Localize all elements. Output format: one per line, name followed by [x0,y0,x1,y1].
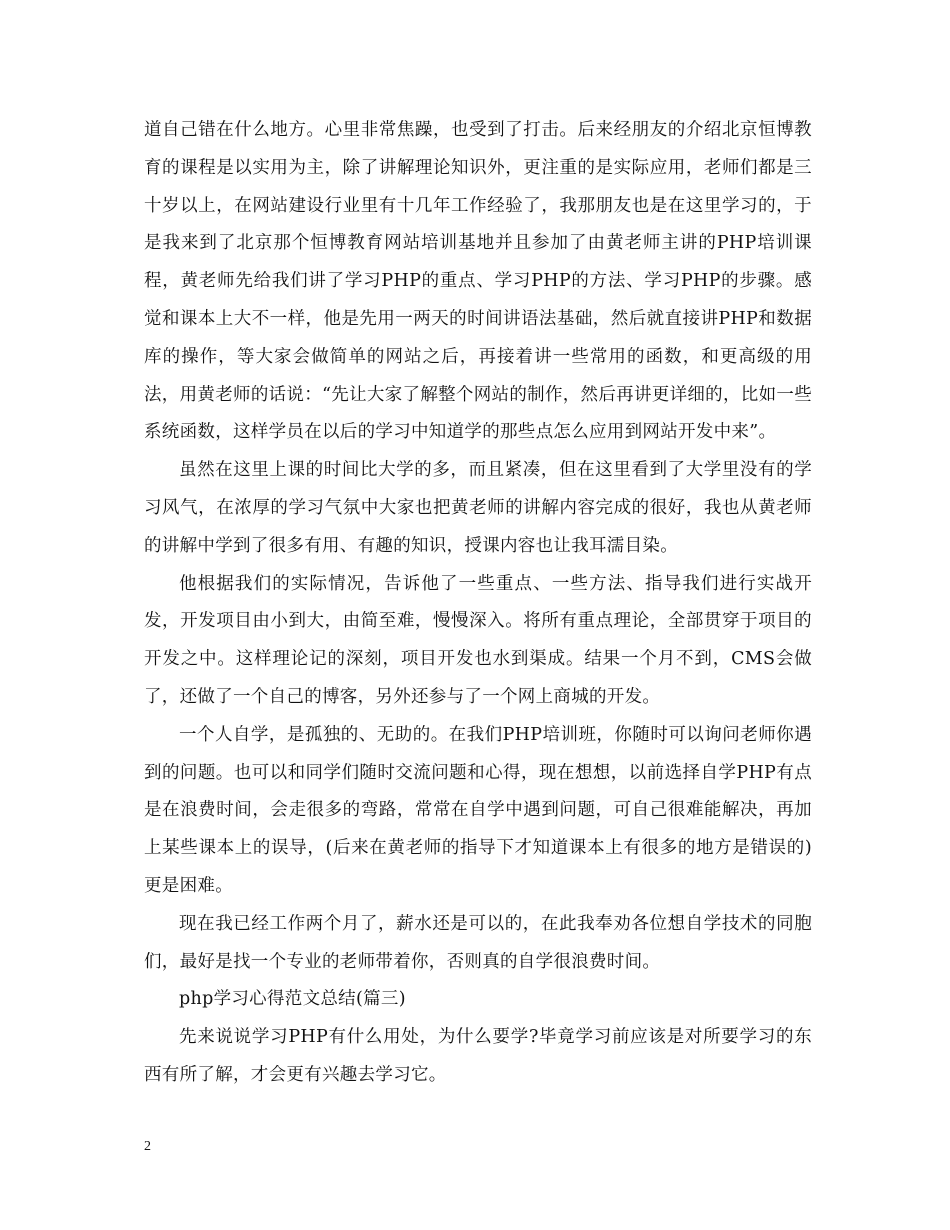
page-number: 2 [144,1139,151,1154]
paragraph-2: 虽然在这里上课的时间比大学的多，而且紧凑，但在这里看到了大学里没有的学习风气，在浓厚的学习气氛中大家也把黄老师的讲解内容完成的很好，我也从黄老师的讲解中学到了很多有用、有趣的知识，授课内容也让我耳濡目染。 [144,460,812,556]
paragraph-3: 他根据我们的实际情况，告诉他了一些重点、一些方法、指导我们进行实战开发，开发项目由小到大，由简至难，慢慢深入。将所有重点理论，全部贯穿于项目的开发之中。这样理论记的深刻，项目开发也水到渠成。结果一个月不到，CMS会做了，还做了一个自己的博客，另外还参与了一个网上商城的开发。 [144,573,812,707]
paragraph-6: 先来说说学习PHP有什么用处，为什么要学?毕竟学习前应该是对所要学习的东西有所了解，才会更有兴趣去学习它。 [144,1027,812,1085]
paragraph-5: 现在我已经工作两个月了，薪水还是可以的，在此我奉劝各位想自学技术的同胞们，最好是找一个专业的老师带着你，否则真的自学很浪费时间。 [144,913,812,972]
paragraph-4: 一个人自学，是孤独的、无助的。在我们PHP培训班，你随时可以询问老师你遇到的问题。也可以和同学们随时交流问题和心得，现在想想，以前选择自学PHP有点是在浪费时间，会走很多的弯路，常常在自学中遇到问题，可自己很难能解决，再加上某些课本上的误导，(后来在黄老师的指导下才知道课本上有很多的地方是错误的)更是困难。 [144,724,812,896]
document-body [144,112,812,1095]
paragraph-1: 道自己错在什么地方。心里非常焦躁，也受到了打击。后来经朋友的介绍北京恒博教育的课程是以实用为主，除了讲解理论知识外，更注重的是实际应用，老师们都是三十岁以上，在网站建设行业里有十几年工作经验了，我那朋友也是在这里学习的，于是我来到了北京那个恒博教育网站培训基地并且参加了由黄老师主讲的PHP培训课程，黄老师先给我们讲了学习PHP的重点、学习PHP的方法、学习PHP的步骤。感觉和课本上大不一样，他是先用一两天的时间讲语法基础，然后就直接讲PHP和数据库的操作，等大家会做简单的网站之后，再接着讲一些常用的函数，和更高级的用法，用黄老师的话说：“先让大家了解整个网站的制作，然后再讲更详细的，比如一些系统函数，这样学员在以后的学习中知道学的那些点怎么应用到网站开发中来”。 [144,120,812,443]
section-heading: php学习心得范文总结(篇三) [179,989,406,1010]
